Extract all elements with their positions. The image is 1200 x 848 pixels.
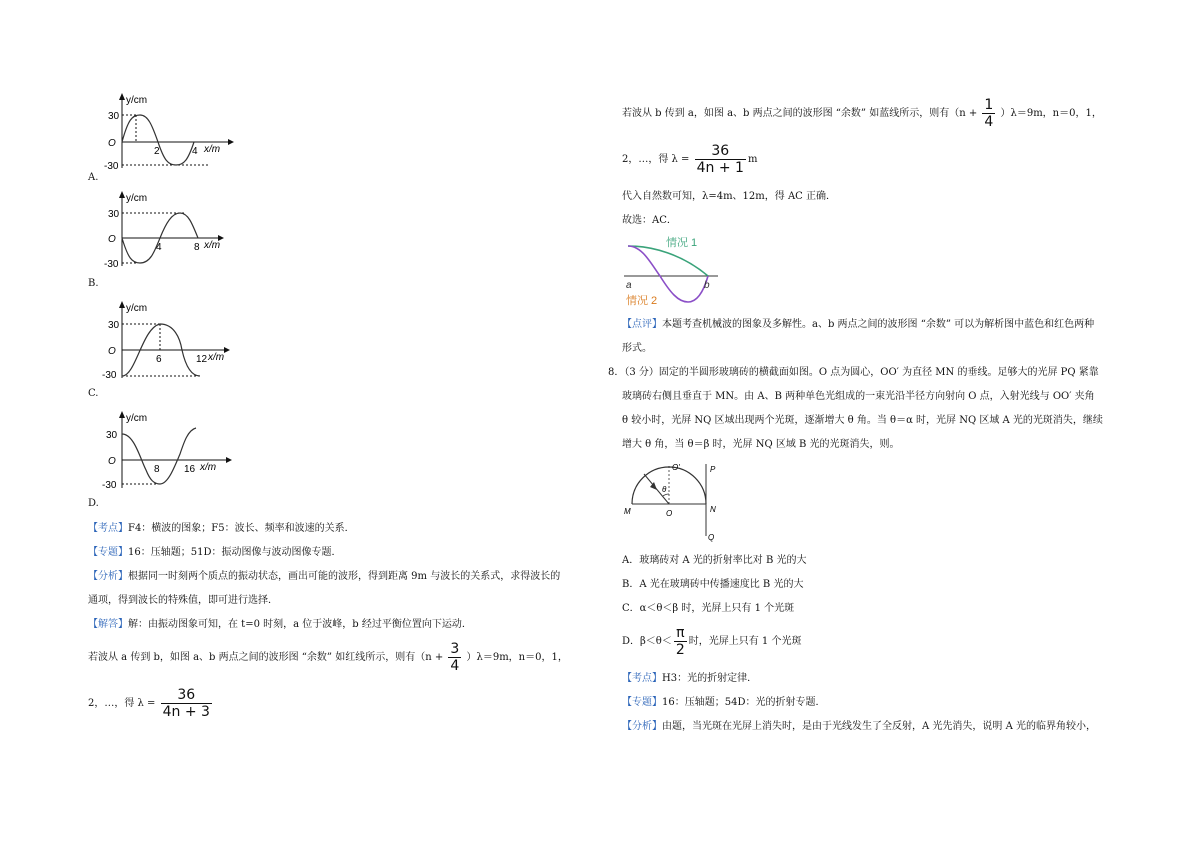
fig8-o: O bbox=[666, 509, 673, 518]
case-b-lambda bbox=[695, 143, 746, 176]
option-a-ylabel: y/cm bbox=[126, 95, 148, 106]
dianping-text-1: 本题考查机械波的图象及多解性。a、b 两点之间的波形图 “余数” 可以为解析图中蓝色和红色两种 bbox=[662, 319, 1095, 330]
opt-d-fraction bbox=[674, 625, 687, 658]
case-b-line2-pre: 2，…，得 λ = bbox=[622, 154, 690, 165]
case-b-lambda-num: 36 bbox=[695, 143, 746, 160]
right-zhuanti-tag: 【专题】 bbox=[622, 697, 662, 708]
dianping-line2: 形式。 bbox=[622, 343, 652, 354]
option-b-tick2: 8 bbox=[194, 242, 200, 253]
option-c-label: C. bbox=[88, 388, 99, 399]
case-b-line1 bbox=[622, 96, 1102, 132]
right-fenxi-tag: 【分析】 bbox=[622, 721, 662, 732]
fig8-m: M bbox=[624, 507, 631, 516]
case-a-line2 bbox=[88, 686, 214, 722]
case-b-frac-num: 1 bbox=[984, 97, 994, 113]
q8-line1: 8．（3 分）固定的半圆形玻璃砖的横截面如图。O 点为圆心，OO′ 为直径 MN 的垂线。足够大的光屏 PQ 紧靠 bbox=[608, 367, 1099, 378]
option-d-xlabel: x/m bbox=[200, 462, 217, 473]
option-b-ybot: -30 bbox=[104, 259, 119, 268]
option-b-tick1: 4 bbox=[156, 242, 162, 253]
fig8-q: Q bbox=[708, 533, 715, 542]
q8-option-d bbox=[622, 624, 801, 660]
case-a-line2-pre: 2，…，得 λ = bbox=[88, 698, 156, 709]
option-d-tick1: 8 bbox=[154, 464, 160, 475]
option-c-ytop: 30 bbox=[108, 320, 120, 331]
option-c-ybot: -30 bbox=[102, 370, 117, 380]
case-b-pre: 若波从 b 传到 a，如图 a、b 两点之间的波形图 “余数” 如蓝线所示，则有（n + bbox=[622, 108, 978, 119]
right-zhuanti bbox=[622, 696, 825, 710]
fig-case2: 情况 2 bbox=[626, 295, 658, 307]
option-a-origin: O bbox=[108, 138, 116, 149]
left-kaodian bbox=[88, 522, 355, 536]
substitute-line: 代入自然数可知，λ=4m、12m，得 AC 正确． bbox=[622, 191, 836, 202]
option-b-label: B. bbox=[88, 278, 99, 289]
jieda-text: 解：由振动图象可知，在 t=0 时刻，a 位于波峰，b 经过平衡位置向下运动． bbox=[128, 619, 472, 630]
option-d-label: D. bbox=[88, 498, 99, 509]
right-fenxi-text: 由题，当光斑在光屏上消失时，是由于光线发生了全反射，A 光先消失，说明 A 光的临界角较小， bbox=[662, 721, 1096, 732]
option-d-ybot: -30 bbox=[102, 480, 117, 490]
right-kaodian bbox=[622, 672, 757, 686]
option-b-ytop: 30 bbox=[108, 209, 120, 220]
case-a-frac-num: 3 bbox=[450, 641, 460, 657]
q8-line2: 玻璃砖右侧且垂直于 MN。由 A、B 两种单色光组成的一束光沿半径方向射向 O 点，入射光线与 OO′ 夹角 bbox=[622, 391, 1095, 402]
option-a-tick1: 2 bbox=[154, 146, 160, 157]
option-a-label: A. bbox=[88, 172, 99, 183]
left-jieda bbox=[88, 618, 472, 632]
option-a-ytop: 30 bbox=[108, 111, 120, 122]
case-wave-figure bbox=[622, 232, 732, 308]
case-a-line1 bbox=[88, 640, 568, 676]
right-kaodian-tag: 【考点】 bbox=[622, 673, 662, 684]
dianping-line1 bbox=[622, 318, 1094, 332]
fenxi-tag: 【分析】 bbox=[88, 571, 128, 582]
opt-d-frac-den: 2 bbox=[675, 642, 685, 658]
opt-d-post: 时，光屏上只有 1 个光斑 bbox=[688, 636, 802, 647]
glass-brick-figure bbox=[622, 460, 722, 542]
zhuanti-tag: 【专题】 bbox=[88, 547, 128, 558]
option-b-ylabel: y/cm bbox=[126, 193, 148, 204]
q8-option-b: B．A 光在玻璃砖中传播速度比 B 光的大 bbox=[622, 579, 804, 590]
option-c-tick1: 6 bbox=[156, 354, 162, 365]
fig8-p: P bbox=[710, 465, 716, 474]
right-fenxi bbox=[622, 720, 1096, 734]
option-c-origin: O bbox=[108, 346, 116, 357]
fig8-n: N bbox=[710, 505, 716, 514]
case-b-post: ）λ＝9m，n＝0，1， bbox=[1000, 108, 1102, 119]
case-a-lambda bbox=[161, 687, 212, 720]
jieda-tag: 【解答】 bbox=[88, 619, 128, 630]
fig8-theta: θ bbox=[662, 485, 667, 494]
fig-a: a bbox=[626, 280, 632, 291]
right-zhuanti-text: 16：压轴题；54D：光的折射专题． bbox=[662, 697, 826, 708]
dianping-tag: 【点评】 bbox=[622, 319, 662, 330]
case-b-lambda-den: 4n + 1 bbox=[696, 160, 744, 176]
left-fenxi bbox=[88, 570, 560, 584]
kaodian-text: F4：横波的图象；F5：波长、频率和波速的关系． bbox=[128, 523, 355, 534]
left-zhuanti bbox=[88, 546, 341, 560]
fig-case1: 情况 1 bbox=[666, 237, 698, 249]
case-a-lambda-den: 4n + 3 bbox=[162, 704, 210, 720]
fig8-o-prime: O' bbox=[672, 463, 680, 472]
opt-d-frac-num: π bbox=[674, 625, 687, 642]
q8-option-a: A．玻璃砖对 A 光的折射率比对 B 光的大 bbox=[622, 555, 807, 566]
case-b-lambda-unit: m bbox=[747, 154, 758, 165]
option-a-xlabel: x/m bbox=[204, 144, 221, 155]
option-b-xlabel: x/m bbox=[204, 240, 221, 251]
option-b-graph bbox=[100, 188, 240, 268]
zhuanti-text: 16：压轴题；51D：振动图像与波动图像专题． bbox=[128, 547, 342, 558]
case-a-post: ）λ＝9m，n＝0，1， bbox=[466, 652, 568, 663]
opt-d-pre: D．β＜θ＜ bbox=[622, 636, 672, 647]
option-c-graph bbox=[100, 298, 240, 380]
option-b-origin: O bbox=[108, 234, 116, 245]
case-b-frac-den: 4 bbox=[984, 114, 994, 130]
case-a-fraction bbox=[448, 641, 461, 674]
kaodian-tag: 【考点】 bbox=[88, 523, 128, 534]
q8-line4: 增大 θ 角，当 θ＝β 时，光屏 NQ 区域 B 光的光斑消失，则。 bbox=[622, 439, 900, 450]
option-d-tick2: 16 bbox=[184, 464, 196, 475]
option-d-graph bbox=[100, 408, 240, 490]
case-a-pre: 若波从 a 传到 b，如图 a、b 两点之间的波形图 “余数” 如红线所示，则有（n + bbox=[88, 652, 444, 663]
option-c-tick2: 12 bbox=[196, 354, 208, 365]
option-d-ytop: 30 bbox=[106, 430, 118, 441]
case-b-line2 bbox=[622, 142, 757, 178]
right-kaodian-text: H3：光的折射定律． bbox=[662, 673, 758, 684]
option-a-ybot: -30 bbox=[104, 161, 119, 170]
option-c-ylabel: y/cm bbox=[126, 303, 148, 314]
case-a-lambda-num: 36 bbox=[161, 687, 212, 704]
fig-b: b bbox=[704, 280, 710, 291]
fenxi-text-1: 根据同一时刻两个质点的振动状态，画出可能的波形，得到距离 9m 与波长的关系式，求得波长的 bbox=[128, 571, 561, 582]
option-a-graph bbox=[100, 90, 240, 170]
option-d-origin: O bbox=[108, 456, 116, 467]
left-fenxi-2: 通项，得到波长的特殊值，即可进行选择． bbox=[88, 595, 278, 606]
case-a-frac-den: 4 bbox=[450, 658, 460, 674]
q8-line3: θ 较小时，光屏 NQ 区域出现两个光斑，逐渐增大 θ 角。当 θ＝α 时，光屏 NQ 区域 A 光的光斑消失，继续 bbox=[622, 415, 1103, 426]
option-d-ylabel: y/cm bbox=[126, 413, 148, 424]
q8-option-c: C．α＜θ＜β 时，光屏上只有 1 个光斑 bbox=[622, 603, 795, 614]
option-c-xlabel: x/m bbox=[208, 352, 225, 363]
option-a-tick2: 4 bbox=[192, 146, 198, 157]
answer-line: 故选：AC． bbox=[622, 215, 677, 226]
case-b-fraction bbox=[982, 97, 995, 130]
